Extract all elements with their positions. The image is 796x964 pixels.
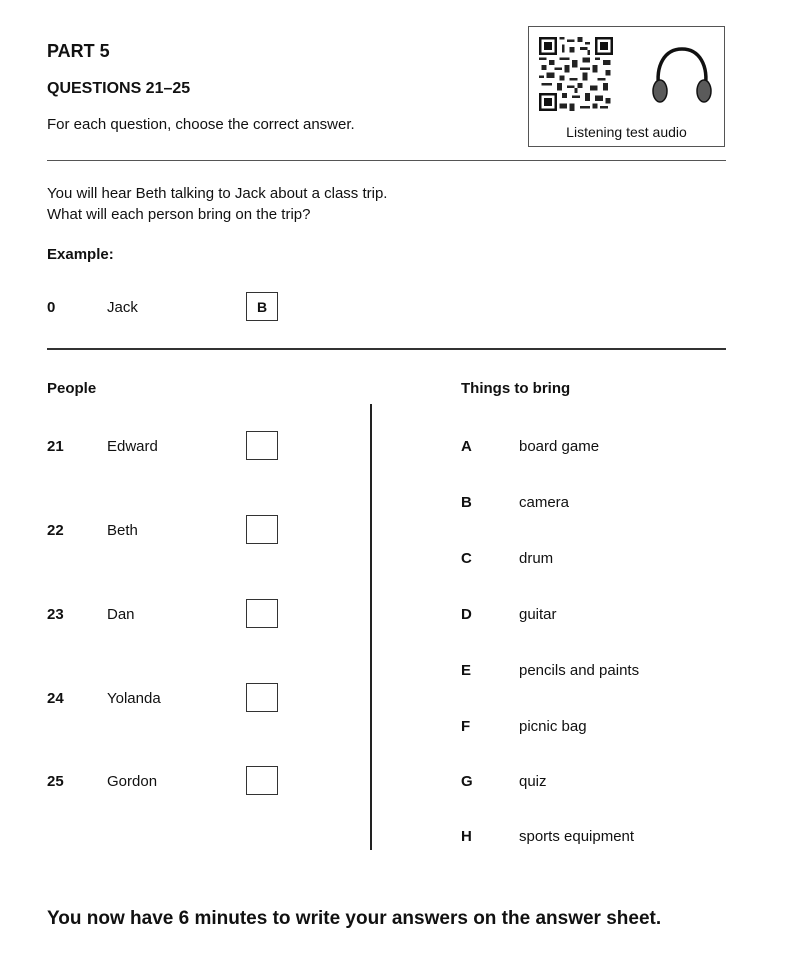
option-letter-e: E: [461, 662, 472, 679]
answer-box-21[interactable]: [246, 431, 278, 460]
instructions: For each question, choose the correct answer.: [47, 116, 355, 133]
option-letter-h: H: [461, 828, 472, 845]
questions-title: QUESTIONS 21–25: [47, 80, 191, 97]
question-number-21: 21: [47, 438, 64, 455]
column-divider: [370, 404, 372, 850]
question-number-23: 23: [47, 606, 64, 623]
option-text-b: camera: [519, 494, 570, 511]
things-heading: Things to bring: [461, 380, 571, 397]
part-title: PART 5: [47, 41, 110, 61]
option-text-g: quiz: [519, 773, 547, 790]
qr-code-icon[interactable]: [539, 37, 613, 111]
time-instruction: You now have 6 minutes to write your answers on the answer sheet.: [47, 908, 662, 929]
task-intro: [47, 183, 387, 225]
option-letter-a: A: [461, 438, 472, 455]
option-letter-f: F: [461, 718, 471, 735]
intro-line-2: What will each person bring on the trip?: [47, 206, 311, 223]
divider-line: [47, 160, 726, 161]
option-letter-d: D: [461, 606, 472, 623]
intro-line-1: You will hear Beth talking to Jack about a class trip.: [47, 185, 388, 202]
person-name-edward: Edward: [107, 438, 158, 455]
answer-box-25[interactable]: [246, 766, 278, 795]
option-text-d: guitar: [519, 606, 557, 623]
option-letter-c: C: [461, 550, 472, 567]
person-name-gordon: Gordon: [107, 773, 158, 790]
audio-caption: Listening test audio: [566, 124, 687, 140]
option-text-f: picnic bag: [519, 718, 587, 735]
option-text-c: drum: [519, 550, 554, 567]
person-name-dan: Dan: [107, 606, 135, 623]
example-name: Jack: [107, 299, 138, 316]
people-heading: People: [47, 380, 97, 397]
option-text-a: board game: [519, 438, 600, 455]
option-text-e: pencils and paints: [519, 662, 640, 679]
question-number-24: 24: [47, 690, 64, 707]
question-number-25: 25: [47, 773, 64, 790]
answer-box-24[interactable]: [246, 683, 278, 712]
example-number: 0: [47, 299, 56, 316]
answer-box-23[interactable]: [246, 599, 278, 628]
person-name-beth: Beth: [107, 522, 138, 539]
example-answer-box: B: [246, 292, 278, 321]
audio-link-box[interactable]: [528, 26, 725, 147]
person-name-yolanda: Yolanda: [107, 690, 161, 707]
option-letter-g: G: [461, 773, 473, 790]
answer-box-22[interactable]: [246, 515, 278, 544]
example-label: Example:: [47, 246, 114, 263]
option-text-h: sports equipment: [519, 828, 635, 845]
option-letter-b: B: [461, 494, 472, 511]
divider-line: [47, 348, 726, 350]
headphones-icon[interactable]: [651, 45, 713, 105]
question-number-22: 22: [47, 522, 64, 539]
